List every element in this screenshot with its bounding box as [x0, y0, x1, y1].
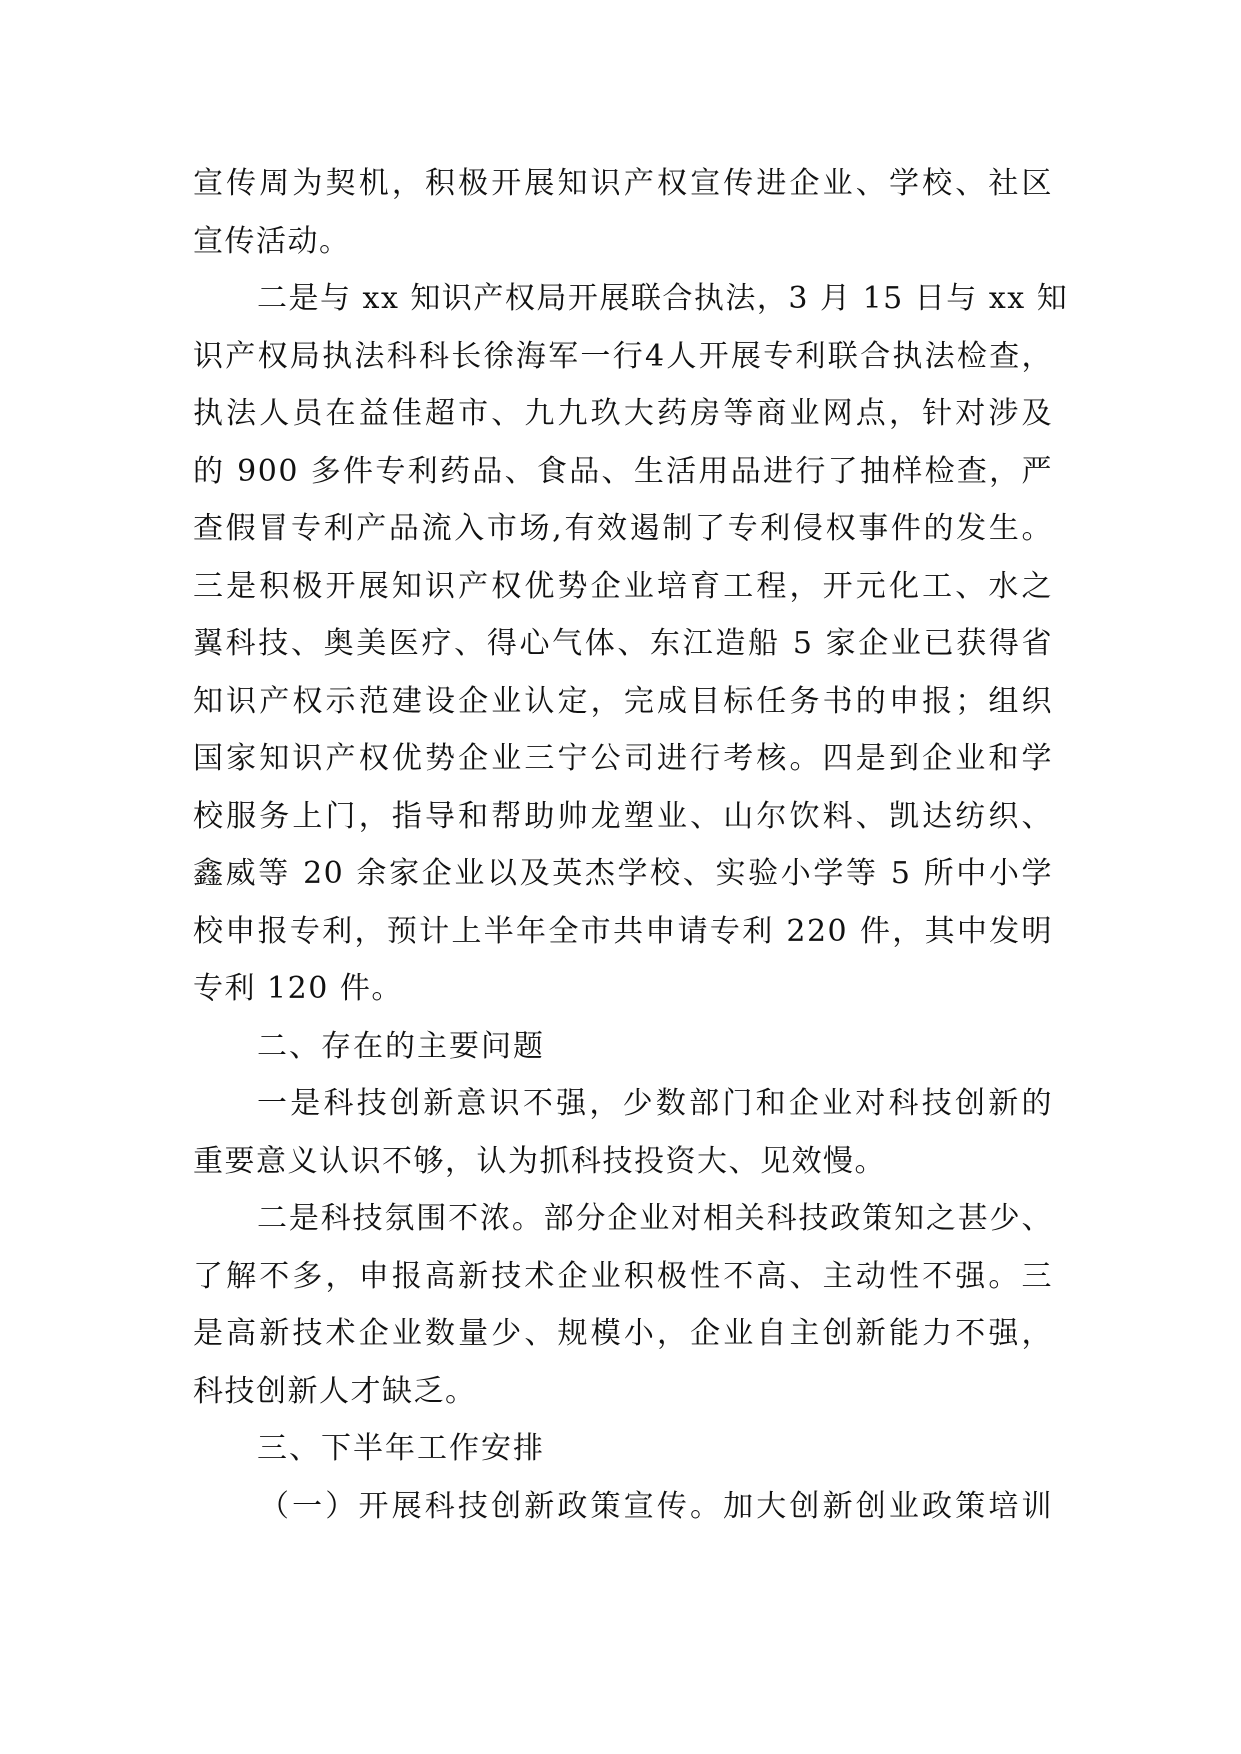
paragraph-line: 是高新技术企业数量少、规模小，企业自主创新能力不强，	[193, 1316, 1053, 1351]
section-heading: 二、存在的主要问题	[257, 1028, 545, 1064]
paragraph-line: 重要意义认识不够，认为抓科技投资大、见效慢。	[193, 1143, 886, 1179]
paragraph-line: 识产权局执法科科长徐海军一行4人开展专利联合执法检查，	[193, 338, 1053, 374]
paragraph-line: 二是科技氛围不浓。部分企业对相关科技政策知之甚少、	[257, 1201, 1053, 1236]
paragraph-line: 翼科技、奥美医疗、得心气体、东江造船 5 家企业已获得省	[193, 626, 1053, 661]
subsection-heading: （一）开展科技创新政策宣传。加大创新创业政策培训	[259, 1488, 1053, 1524]
paragraph-line: 知识产权示范建设企业认定，完成目标任务书的申报；组织	[193, 683, 1053, 719]
section-heading: 三、下半年工作安排	[257, 1431, 545, 1466]
paragraph-line: 鑫威等 20 余家企业以及英杰学校、实验小学等 5 所中小学	[193, 856, 1053, 891]
paragraph-line: 了解不多，申报高新技术企业积极性不高、主动性不强。三	[193, 1258, 1053, 1294]
paragraph-line: 执法人员在益佳超市、九九玖大药房等商业网点，针对涉及	[193, 396, 1053, 431]
paragraph-line: 专利 120 件。	[193, 971, 403, 1006]
paragraph-line: 科技创新人才缺乏。	[193, 1373, 477, 1409]
paragraph-line: 国家知识产权优势企业三宁公司进行考核。四是到企业和学	[193, 741, 1053, 776]
paragraph-line: 宣传周为契机，积极开展知识产权宣传进企业、学校、社区	[193, 166, 1053, 201]
paragraph-line: 二是与 xx 知识产权局开展联合执法，3 月 15 日与 xx 知	[257, 281, 1069, 316]
paragraph-line: 的 900 多件专利药品、食品、生活用品进行了抽样检查，严	[193, 453, 1053, 489]
paragraph-line: 三是积极开展知识产权优势企业培育工程，开元化工、水之	[193, 568, 1053, 604]
document-body	[193, 155, 1069, 1535]
paragraph-line: 查假冒专利产品流入市场,有效遏制了专利侵权事件的发生。	[193, 511, 1053, 546]
paragraph-line: 一是科技创新意识不强，少数部门和企业对科技创新的	[257, 1086, 1053, 1121]
paragraph-line: 校申报专利，预计上半年全市共申请专利 220 件，其中发明	[193, 913, 1053, 949]
paragraph-line: 宣传活动。	[193, 223, 351, 259]
paragraph-line: 校服务上门，指导和帮助帅龙塑业、山尔饮料、凯达纺织、	[193, 798, 1053, 834]
